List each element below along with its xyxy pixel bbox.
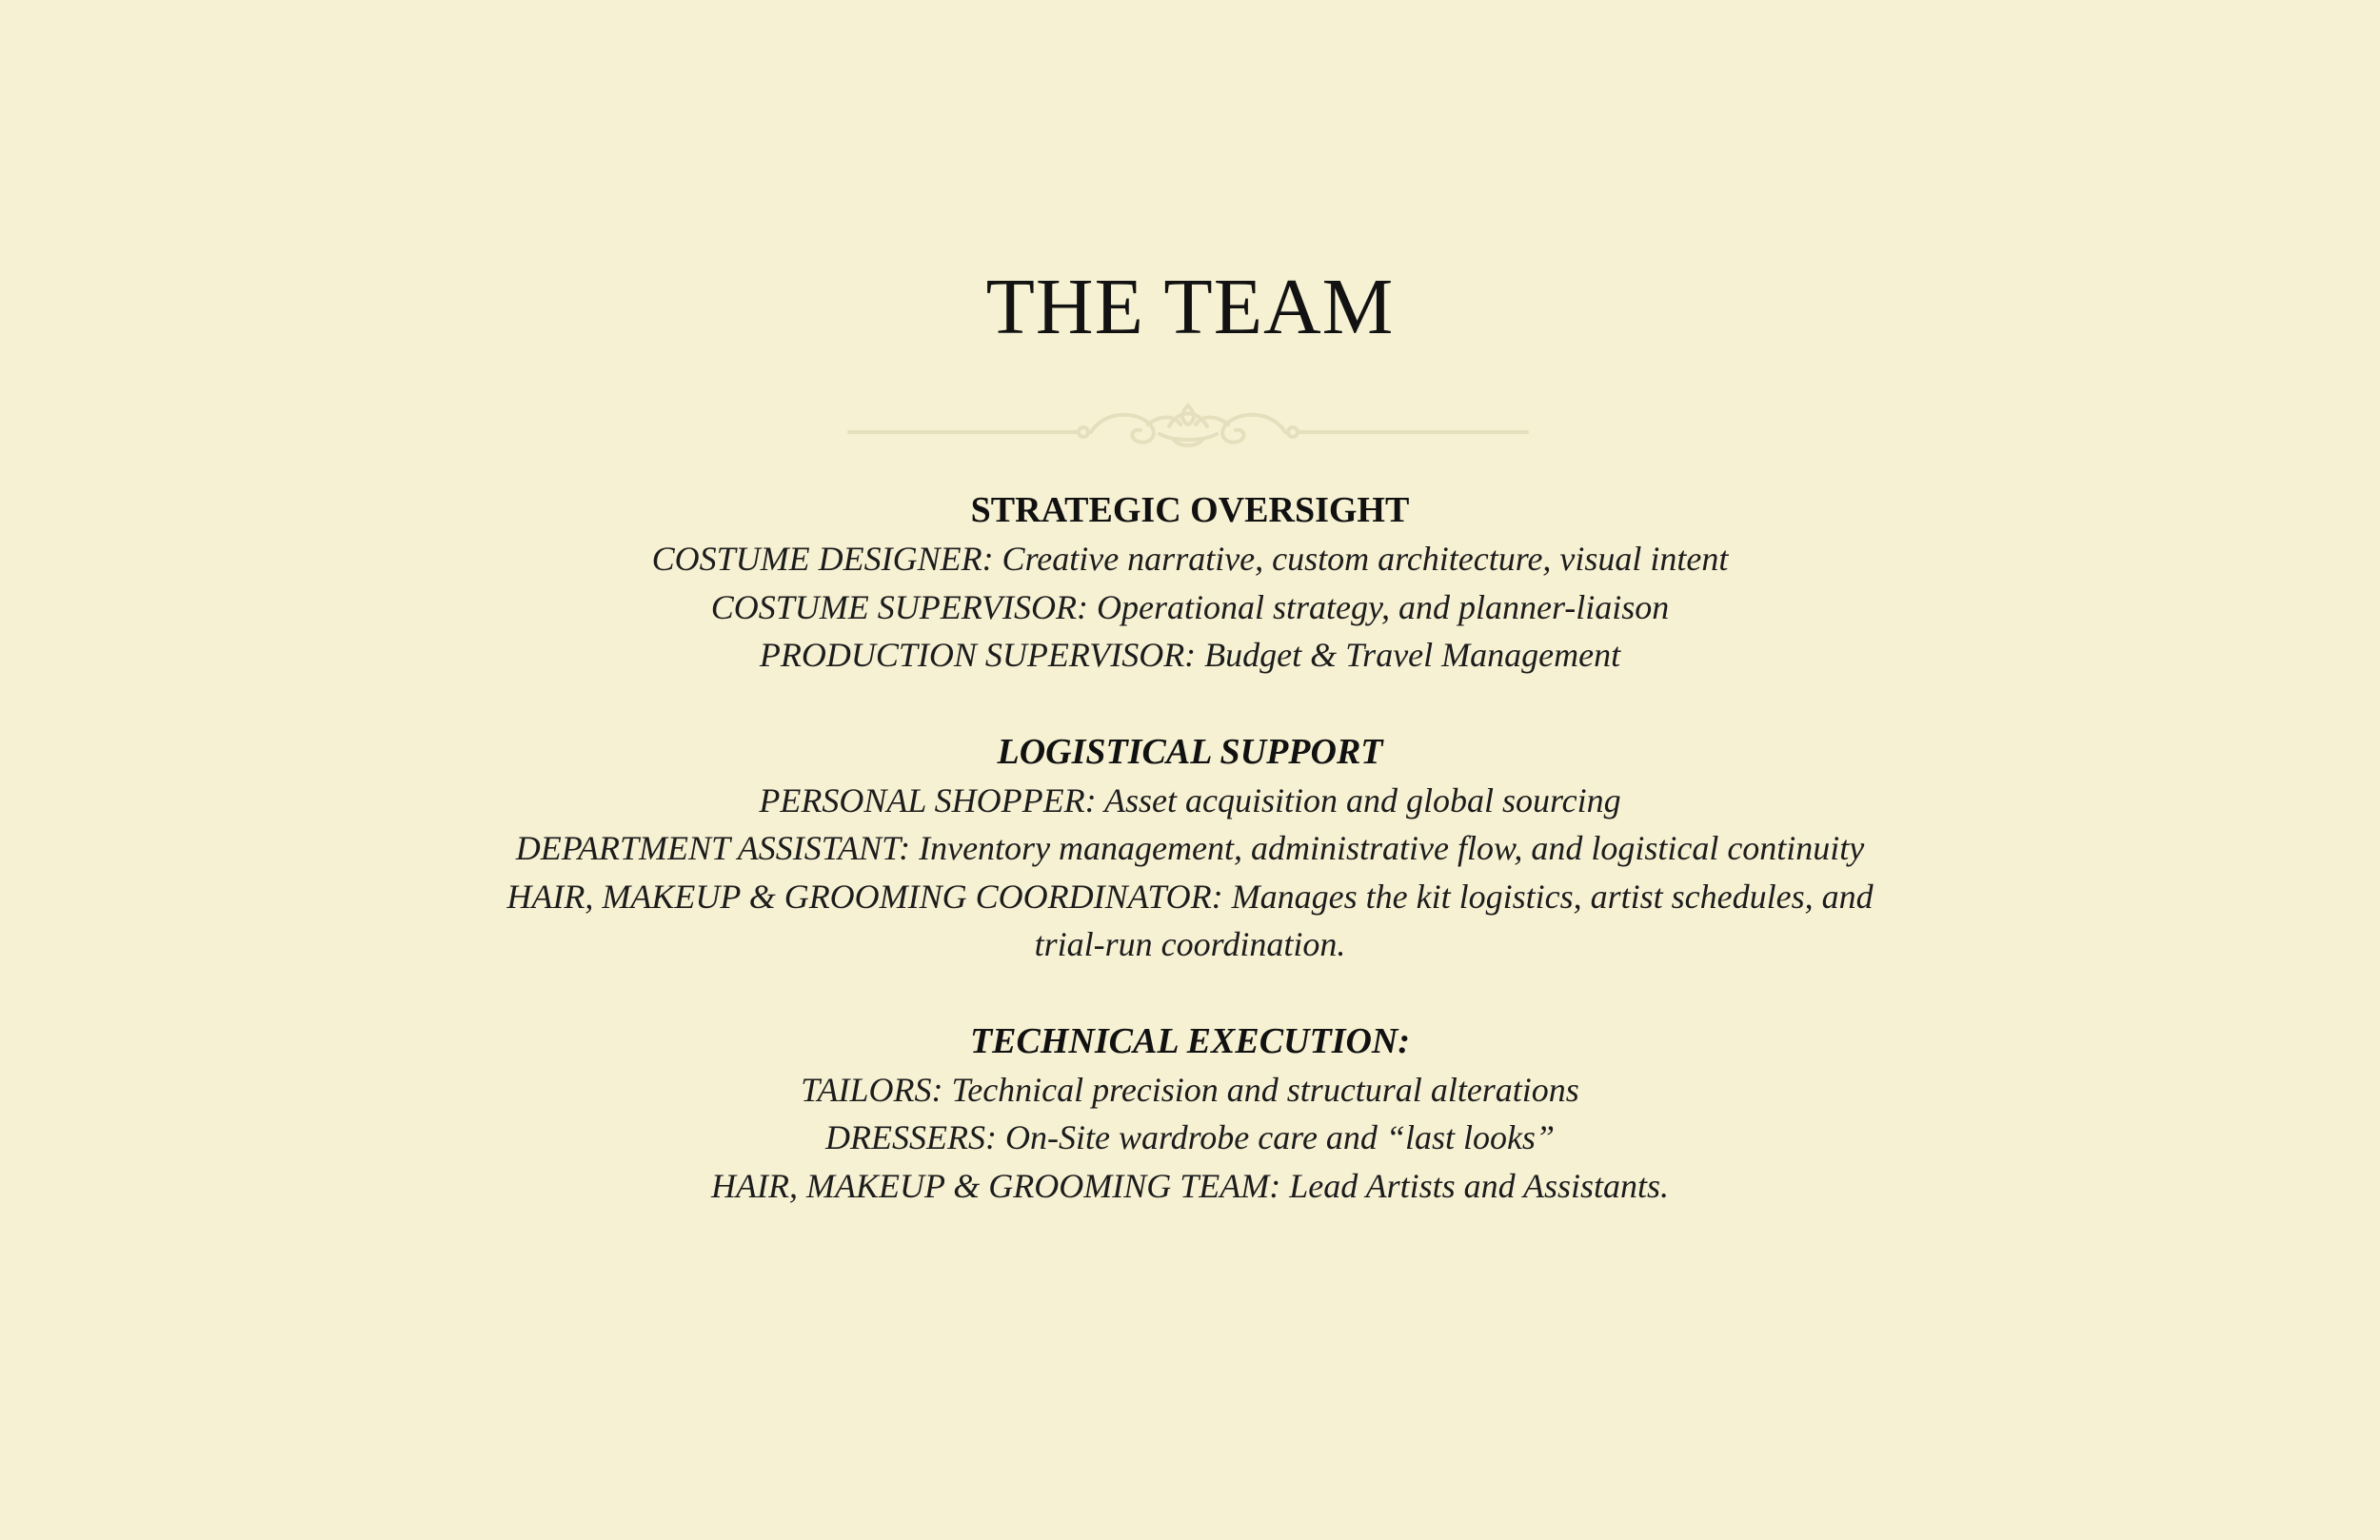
section-heading: STRATEGIC OVERSIGHT: [970, 490, 1410, 530]
section-heading: TECHNICAL EXECUTION:: [969, 1020, 1411, 1061]
role-line: COSTUME SUPERVISOR: Operational strategy, and planner-liaison: [710, 587, 1670, 626]
page-title: THE TEAM: [985, 263, 1395, 351]
section-logistical-support: [428, 727, 1952, 969]
role-line: DEPARTMENT ASSISTANT: Inventory management, administrative flow, and logistical continuity: [515, 829, 1865, 867]
ornamental-divider: [845, 386, 1531, 453]
section-heading: LOGISTICAL SUPPORT: [997, 731, 1383, 772]
role-line: COSTUME DESIGNER: Creative narrative, custom architecture, visual intent: [651, 540, 1729, 578]
role-line: TAILORS: Technical precision and structural alterations: [801, 1070, 1579, 1109]
flourish-ornament-icon: [845, 386, 1531, 453]
role-line: PRODUCTION SUPERVISOR: Budget & Travel Management: [759, 636, 1621, 674]
role-line: PERSONAL SHOPPER: Asset acquisition and global sourcing: [759, 780, 1621, 819]
section-technical-execution: [428, 1017, 1952, 1211]
role-line: HAIR, MAKEUP & GROOMING COORDINATOR: Manages the kit logistics, artist schedules, and trial-run coordination.: [506, 877, 1874, 963]
team-content: [428, 485, 1952, 1257]
role-line: HAIR, MAKEUP & GROOMING TEAM: Lead Artists and Assistants.: [711, 1166, 1669, 1205]
role-line: DRESSERS: On-Site wardrobe care and “last looks”: [825, 1118, 1555, 1156]
section-strategic-oversight: [428, 485, 1952, 680]
